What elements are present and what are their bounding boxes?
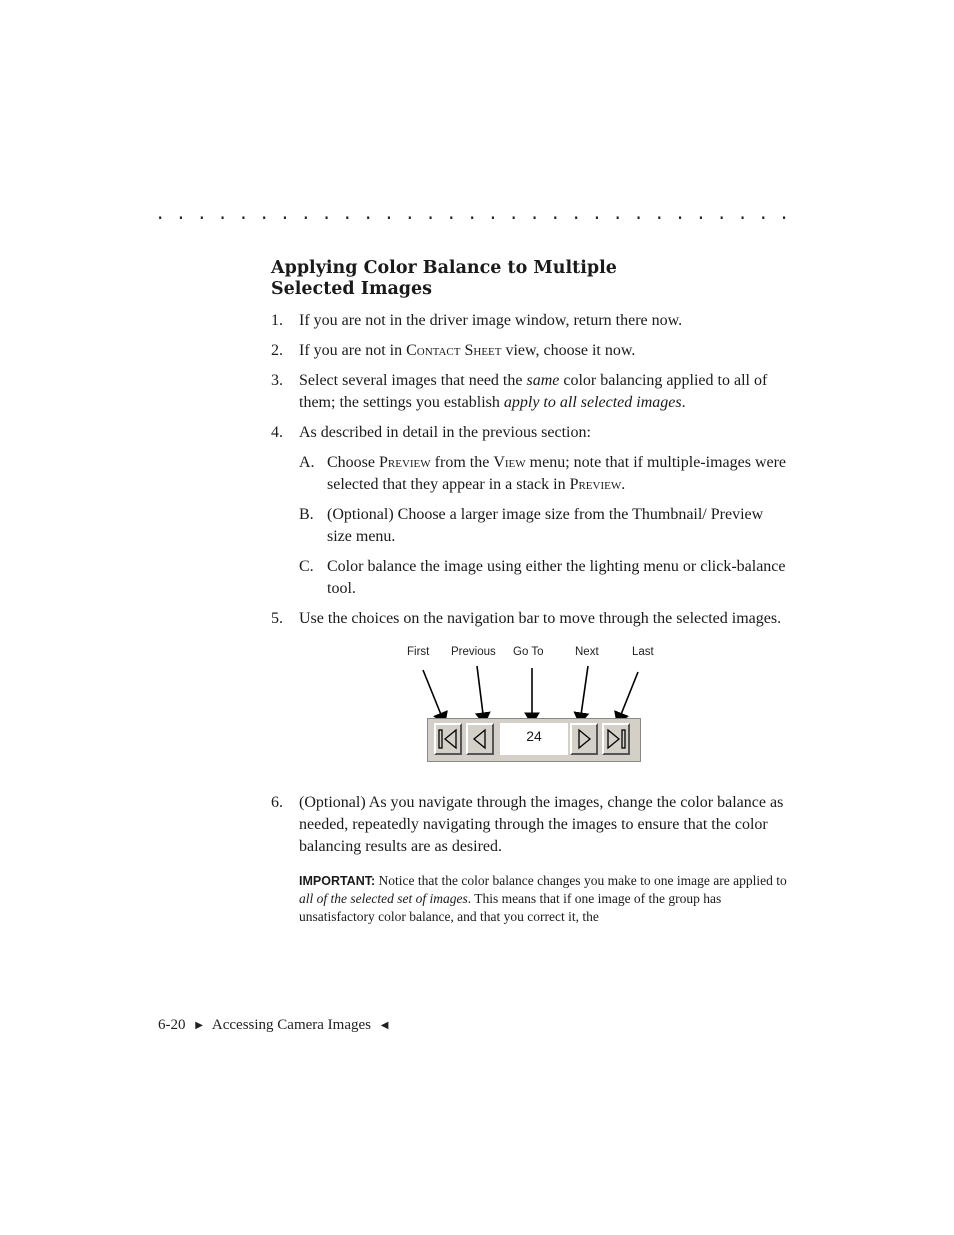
emphasis: same bbox=[526, 372, 560, 389]
navigation-bar bbox=[427, 718, 641, 762]
emphasis: all of the selected set of images bbox=[299, 891, 468, 906]
step-number: 6. bbox=[271, 794, 283, 811]
menu-name: Preview bbox=[569, 476, 622, 493]
step-4 bbox=[271, 422, 791, 444]
next-icon bbox=[573, 728, 595, 750]
step-text: Color balance the image using either the lighting menu or click-balance tool. bbox=[327, 558, 786, 597]
step-number: 4. bbox=[271, 424, 283, 441]
previous-icon bbox=[469, 728, 491, 750]
step-6 bbox=[271, 792, 791, 858]
step-letter: B. bbox=[299, 506, 314, 523]
label-previous: Previous bbox=[451, 646, 496, 658]
next-button[interactable] bbox=[570, 723, 598, 755]
menu-name: View bbox=[493, 454, 526, 471]
step-number: 2. bbox=[271, 342, 283, 359]
step-text: from the bbox=[430, 454, 494, 471]
step-4a bbox=[271, 452, 791, 496]
main-content bbox=[271, 258, 791, 926]
step-2 bbox=[271, 340, 791, 362]
arrow-first bbox=[423, 670, 444, 722]
first-button[interactable] bbox=[434, 723, 462, 755]
menu-name: Preview bbox=[379, 454, 431, 471]
important-note bbox=[271, 872, 791, 926]
chapter-title: Accessing Camera Images bbox=[211, 1017, 371, 1033]
emphasis: apply to all selected images bbox=[503, 394, 682, 411]
previous-button[interactable] bbox=[466, 723, 494, 755]
label-last: Last bbox=[632, 646, 654, 658]
step-text: view, choose it now. bbox=[501, 342, 636, 359]
first-icon bbox=[437, 728, 459, 750]
step-number: 3. bbox=[271, 372, 283, 389]
step-text: (Optional) As you navigate through the images, change the color balance as needed, repeatedly navigating through the images to ensure that the color balancing results are as desired. bbox=[299, 794, 784, 855]
important-label: IMPORTANT: bbox=[299, 874, 376, 888]
arrow-next bbox=[580, 666, 588, 722]
step-text: . bbox=[681, 394, 686, 411]
note-text: . This means that if one image of the group has unsatisfactory color balance, and that you correct it, the bbox=[299, 891, 722, 924]
navigation-bar-figure bbox=[271, 638, 791, 788]
step-text: Choose bbox=[327, 454, 379, 471]
page-number: 6-20 bbox=[158, 1017, 186, 1033]
step-letter: A. bbox=[299, 454, 315, 471]
last-button[interactable] bbox=[602, 723, 630, 755]
triangle-right-icon: ▶ bbox=[195, 1020, 203, 1031]
step-number: 5. bbox=[271, 610, 283, 627]
label-first: First bbox=[407, 646, 430, 658]
goto-field[interactable]: 24 bbox=[500, 723, 568, 755]
label-goto: Go To bbox=[513, 646, 544, 658]
triangle-left-icon: ◀ bbox=[380, 1020, 389, 1031]
step-text: As described in detail in the previous section: bbox=[299, 424, 591, 441]
view-name: Contact Sheet bbox=[406, 342, 502, 359]
step-text: If you are not in bbox=[299, 342, 407, 359]
step-number: 1. bbox=[271, 312, 283, 329]
dotted-rule: . . . . . . . . . . . . . . . . . . . . . . . . . . . . . . . bbox=[157, 200, 788, 224]
step-4c bbox=[271, 556, 791, 600]
arrow-last bbox=[618, 672, 638, 722]
step-5 bbox=[271, 608, 791, 630]
step-text: . bbox=[621, 476, 626, 493]
step-4b bbox=[271, 504, 791, 548]
step-text: Select several images that need the bbox=[299, 372, 527, 389]
step-1 bbox=[271, 310, 791, 332]
note-text: Notice that the color balance changes you make to one image are applied to bbox=[375, 873, 787, 888]
label-next: Next bbox=[575, 646, 599, 658]
arrow-previous bbox=[477, 666, 484, 722]
step-text: color balancing applied to all of them; the settings you establish bbox=[299, 372, 768, 411]
callout-arrows bbox=[271, 638, 791, 788]
step-text: (Optional) Choose a larger image size from the Thumbnail/ Preview size menu. bbox=[327, 506, 764, 545]
step-text: If you are not in the driver image window, return there now. bbox=[299, 312, 683, 329]
step-text: menu; note that if multiple-images were selected that they appear in a stack in bbox=[327, 454, 787, 493]
section-heading: Applying Color Balance to Multiple Selected Images bbox=[271, 258, 617, 299]
step-text: Use the choices on the navigation bar to move through the selected images. bbox=[299, 610, 782, 627]
page-footer bbox=[158, 1017, 394, 1034]
last-icon bbox=[605, 728, 627, 750]
step-letter: C. bbox=[299, 558, 314, 575]
step-3 bbox=[271, 370, 791, 414]
